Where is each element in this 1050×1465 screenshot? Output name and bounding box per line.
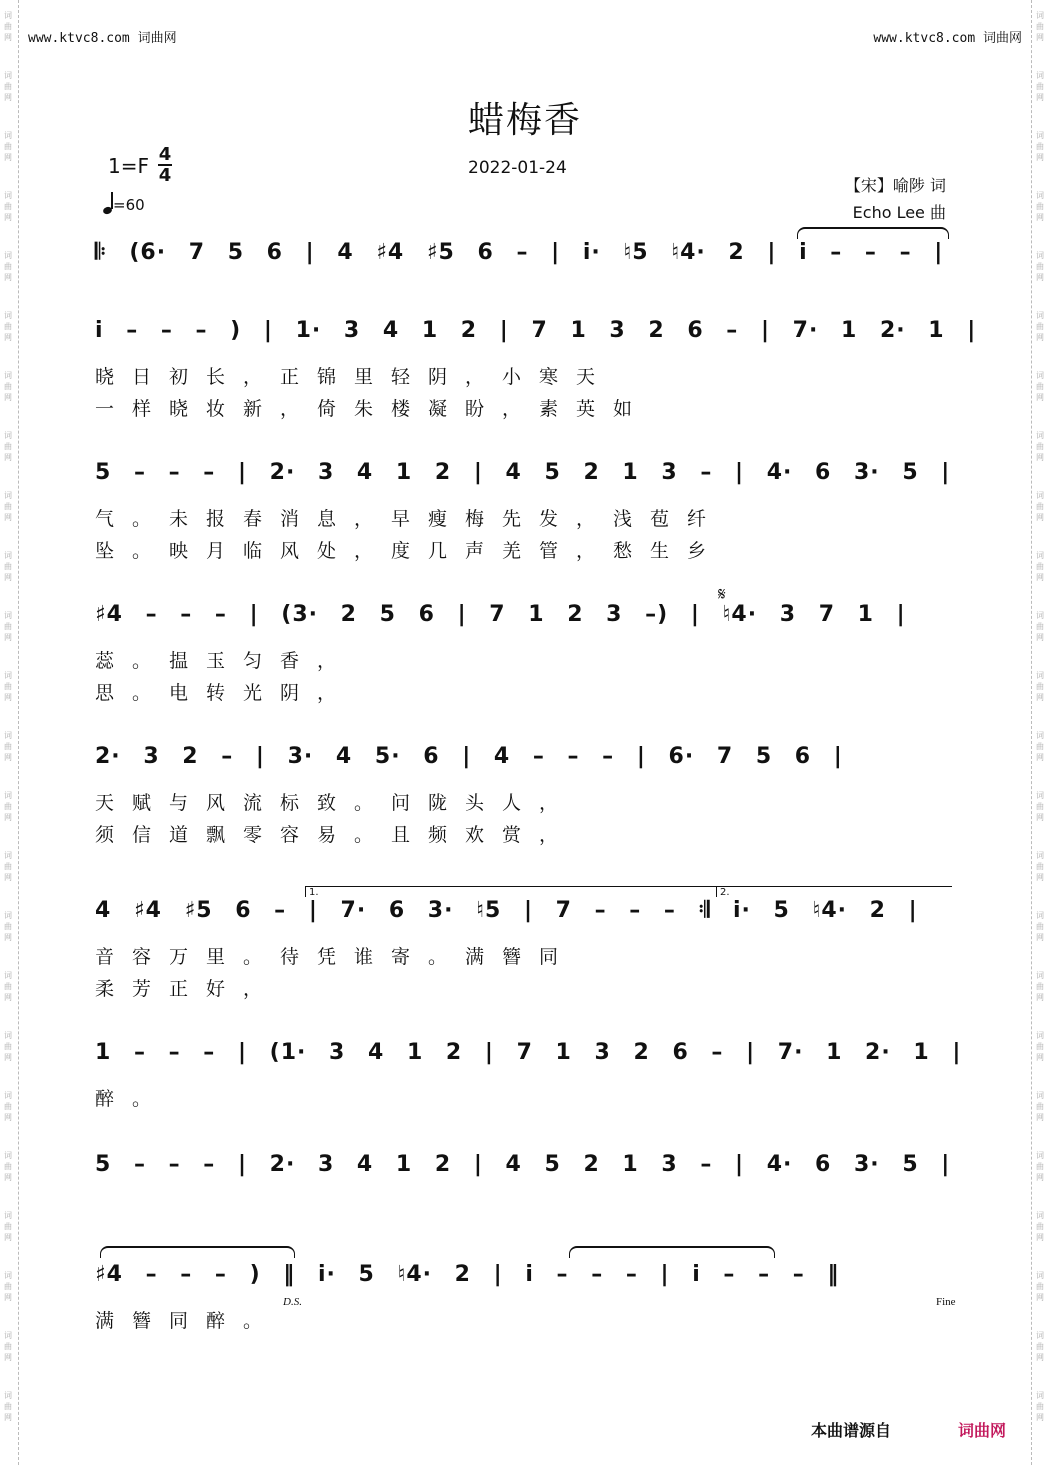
watermark-url-right: www.ktvc8.com 词曲网 xyxy=(873,31,1022,46)
side-watermark-text: 词 曲 网 xyxy=(1036,251,1044,282)
lyrics-verse-2: 须信道飘零容易。且频欢赏， xyxy=(95,824,577,846)
side-watermark-text: 词 曲 网 xyxy=(1036,731,1044,762)
tie-arc xyxy=(100,1246,295,1258)
right-watermark-strip xyxy=(1031,0,1050,1465)
left-watermark-strip xyxy=(0,0,19,1465)
quarter-note-icon xyxy=(103,202,113,210)
ds-mark: D.S. xyxy=(283,1296,302,1308)
side-watermark-text: 词 曲 网 xyxy=(1036,491,1044,522)
side-watermark-text: 词 曲 网 xyxy=(4,1151,12,1182)
side-watermark-text: 词 曲 网 xyxy=(1036,1091,1044,1122)
side-watermark-text: 词 曲 网 xyxy=(1036,611,1044,642)
footer-source-site[interactable]: 词曲网 xyxy=(958,1421,1007,1440)
side-watermark-text: 词 曲 网 xyxy=(1036,551,1044,582)
staff-line xyxy=(95,602,957,712)
side-watermark-text: 词 曲 网 xyxy=(4,791,12,822)
side-watermark-text: 词 曲 网 xyxy=(4,11,12,42)
time-signature: 4 4 xyxy=(158,144,172,186)
staff-line xyxy=(95,460,957,570)
side-watermark-text: 词 曲 网 xyxy=(1036,1151,1044,1182)
staff-notes: ♯4 – – – | (3· 2 5 6 | 7 1 2 3 –) | ♮4· 3 7 1 | xyxy=(95,602,906,627)
credits xyxy=(845,172,946,226)
staff-line xyxy=(95,1040,962,1150)
lyrics-verse-1: 醉。 xyxy=(95,1088,170,1110)
lyrics-verse-1: 气。未报春消息，早瘦梅先发，浅苞纤 xyxy=(95,508,725,530)
side-watermark-text: 词 曲 网 xyxy=(1036,131,1044,162)
lyrics-verse-1: 晓日初长，正锦里轻阴，小寒天 xyxy=(95,366,614,388)
side-watermark-text: 词 曲 网 xyxy=(1036,791,1044,822)
side-watermark-text: 词 曲 网 xyxy=(1036,1211,1044,1242)
lyrics-verse-1: 满簪同醉。 xyxy=(95,1310,281,1332)
volta-bracket: 2. xyxy=(716,886,952,897)
side-watermark-text: 词 曲 网 xyxy=(4,551,12,582)
side-watermark-text: 词 曲 网 xyxy=(4,1391,12,1422)
side-watermark-text: 词 曲 网 xyxy=(4,911,12,942)
side-watermark-text: 词 曲 网 xyxy=(4,311,12,342)
side-watermark-text: 词 曲 网 xyxy=(4,1211,12,1242)
side-watermark-text: 词 曲 网 xyxy=(4,491,12,522)
side-watermark-text: 词 曲 网 xyxy=(4,251,12,282)
side-watermark-text: 词 曲 网 xyxy=(1036,671,1044,702)
side-watermark-text: 词 曲 网 xyxy=(1036,371,1044,402)
staff-line xyxy=(95,318,977,428)
lyrics-verse-1: 音容万里。待凭谁寄。满簪同 xyxy=(95,946,577,968)
tie-arc xyxy=(569,1246,775,1258)
side-watermark-text: 词 曲 网 xyxy=(4,731,12,762)
side-watermark-text: 词 曲 网 xyxy=(4,71,12,102)
side-watermark-text: 词 曲 网 xyxy=(1036,431,1044,462)
side-watermark-text: 词 曲 网 xyxy=(4,1091,12,1122)
tempo-marking: =60 xyxy=(103,196,145,214)
lyrics-verse-1: 天赋与风流标致。问陇头人， xyxy=(95,792,577,814)
staff-notes: i – – – ) | 1· 3 4 1 2 | 7 1 3 2 6 – | 7· 1 2· 1 | xyxy=(95,318,977,343)
side-watermark-text: 词 曲 网 xyxy=(4,971,12,1002)
side-watermark-text: 词 曲 网 xyxy=(1036,1271,1044,1302)
watermark-url-left: www.ktvc8.com 词曲网 xyxy=(28,31,177,46)
key-signature: 1=F xyxy=(108,154,149,178)
side-watermark-text: 词 曲 网 xyxy=(1036,971,1044,1002)
song-title: 蜡梅香 xyxy=(467,100,582,141)
staff-notes: 1 – – – | (1· 3 4 1 2 | 7 1 3 2 6 – | 7· 1 2· 1 | xyxy=(95,1040,962,1065)
lyrics-verse-2: 一样晓妆新，倚朱楼凝盼，素英如 xyxy=(95,398,651,420)
lyrics-verse-2: 柔芳正好， xyxy=(95,978,281,1000)
side-watermark-text: 词 曲 网 xyxy=(1036,191,1044,222)
side-watermark-text: 词 曲 网 xyxy=(1036,851,1044,882)
side-watermark-text: 词 曲 网 xyxy=(4,191,12,222)
staff-notes: 2· 3 2 – | 3· 4 5· 6 | 4 – – – | 6· 7 5 6 | xyxy=(95,744,843,769)
side-watermark-text: 词 曲 网 xyxy=(4,431,12,462)
side-watermark-text: 词 曲 网 xyxy=(4,371,12,402)
staff-notes: 4 ♯4 ♯5 6 – | 7· 6 3· ♮5 | 7 – – – 𝄇 i· 5 ♮4· 2 | xyxy=(95,898,918,923)
lyrics-verse-2: 思。电转光阴， xyxy=(95,682,355,704)
staff-line xyxy=(95,898,957,1008)
fine-mark: Fine xyxy=(936,1296,956,1308)
volta-bracket: 1. xyxy=(305,886,717,897)
staff-line xyxy=(95,744,957,854)
staff-line xyxy=(95,1262,957,1372)
side-watermark-text: 词 曲 网 xyxy=(4,851,12,882)
side-watermark-text: 词 曲 网 xyxy=(4,1271,12,1302)
side-watermark-text: 词 曲 网 xyxy=(1036,1031,1044,1062)
segno-mark: 𝄋 xyxy=(718,584,726,604)
composer: Echo Lee 曲 xyxy=(852,203,946,222)
side-watermark-text: 词 曲 网 xyxy=(4,671,12,702)
side-watermark-text: 词 曲 网 xyxy=(1036,1391,1044,1422)
staff-notes: ♯4 – – – ) ‖ i· 5 ♮4· 2 | i – – – | i – – – ‖ xyxy=(95,1262,840,1287)
staff-notes: 5 – – – | 2· 3 4 1 2 | 4 5 2 1 3 – | 4· 6 3· 5 | xyxy=(95,1152,951,1177)
side-watermark-text: 词 曲 网 xyxy=(1036,11,1044,42)
side-watermark-text: 词 曲 网 xyxy=(4,131,12,162)
lyricist: 【宋】喻陟 词 xyxy=(844,176,946,195)
side-watermark-text: 词 曲 网 xyxy=(1036,311,1044,342)
side-watermark-text: 词 曲 网 xyxy=(4,1331,12,1362)
song-date: 2022-01-24 xyxy=(468,158,567,178)
staff-notes: 𝄆 (6· 7 5 6 | 4 ♯4 ♯5 6 – | i· ♮5 ♮4· 2 | i – – – | xyxy=(95,240,944,265)
side-watermark-text: 词 曲 网 xyxy=(1036,71,1044,102)
tie-arc xyxy=(797,227,949,239)
footer-source-label: 本曲谱源自 xyxy=(811,1421,892,1440)
staff-notes: 5 – – – | 2· 3 4 1 2 | 4 5 2 1 3 – | 4· 6 3· 5 | xyxy=(95,460,951,485)
lyrics-verse-1: 蕊。揾玉匀香， xyxy=(95,650,355,672)
side-watermark-text: 词 曲 网 xyxy=(1036,1331,1044,1362)
side-watermark-text: 词 曲 网 xyxy=(4,1031,12,1062)
side-watermark-text: 词 曲 网 xyxy=(1036,911,1044,942)
side-watermark-text: 词 曲 网 xyxy=(4,611,12,642)
lyrics-verse-2: 坠。映月临风处，度几声羌管，愁生乡 xyxy=(95,540,725,562)
